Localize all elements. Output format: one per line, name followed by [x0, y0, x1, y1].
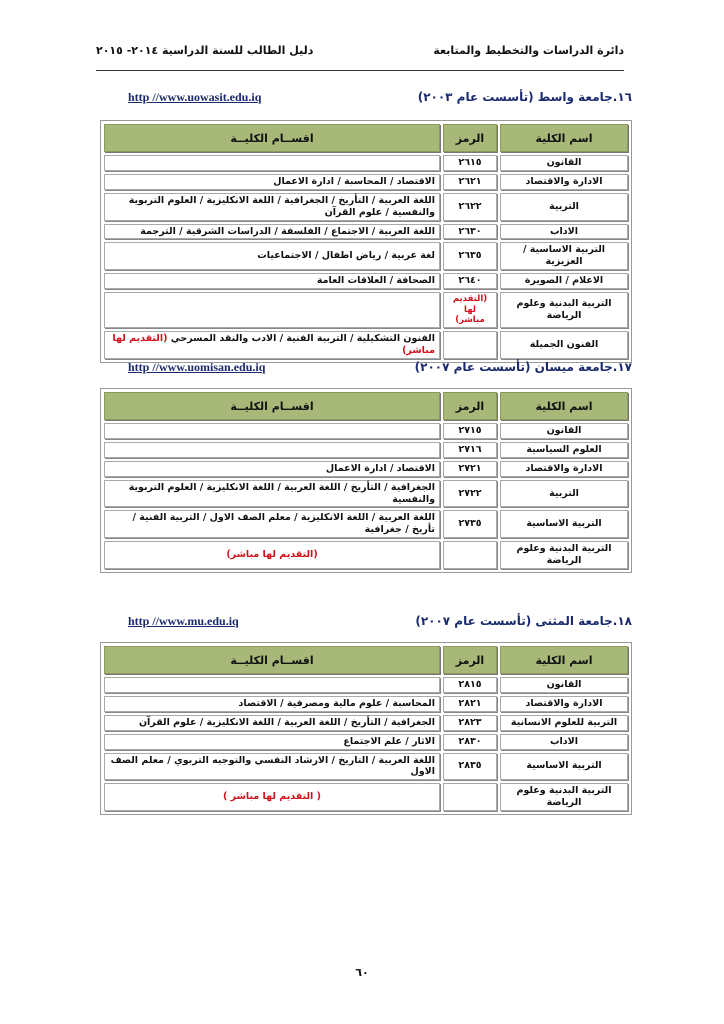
table-row [104, 331, 628, 359]
college-code: (التقديم لها مباشر) [443, 292, 497, 328]
table-row [104, 734, 628, 750]
college-code: ٢٧٢٢ [443, 480, 497, 508]
colleges-table [100, 642, 632, 815]
direct-admission-note: ( التقديم لها مباشر ) [223, 791, 321, 803]
college-name: التربية الاساسية [500, 753, 628, 781]
college-code: ٢٦٢٢ [443, 193, 497, 221]
college-code: ٢٦١٥ [443, 155, 497, 171]
departments-text: الصحافة / العلاقات العامة [316, 275, 435, 287]
table-row [104, 193, 628, 221]
departments-text: الاثار / علم الاجتماع [343, 735, 435, 747]
column-header-departments: اقســام الكليــة [104, 124, 440, 152]
college-departments [104, 734, 440, 750]
college-departments [104, 242, 440, 270]
colleges-table [100, 388, 632, 573]
college-code: ٢٨٣٥ [443, 753, 497, 781]
column-header-departments: اقســام الكليــة [104, 392, 440, 420]
college-code: ٢٧٣٥ [443, 510, 497, 538]
column-header-departments: اقســام الكليــة [104, 646, 440, 674]
table-header-row [104, 646, 628, 674]
college-departments [104, 292, 440, 328]
table-row [104, 273, 628, 289]
college-name: التربية للعلوم الانسانية [500, 715, 628, 731]
college-code: ٢٨٣٠ [443, 734, 497, 750]
departments-text: اللغة العربية / الاجتماع / الفلسفة / الدراسات الشرقية / الترجمة [140, 225, 435, 237]
table-row [104, 541, 628, 569]
college-code [443, 541, 497, 569]
table-row [104, 677, 628, 693]
university-link[interactable]: http //www.uowasit.edu.iq [128, 90, 262, 104]
college-departments [104, 155, 440, 171]
college-code: ٢٦٣٥ [443, 242, 497, 270]
section-title: ١٧.جامعة ميسان (تأسست عام ٢٠٠٧) [414, 360, 632, 374]
departments-text: لغة عربية / رياض اطفال / الاجتماعيات [257, 250, 435, 262]
column-header-code: الرمز [443, 124, 497, 152]
direct-admission-note: (التقديم لها مباشر) [112, 332, 435, 356]
table-row [104, 155, 628, 171]
college-name: الادارة والاقتصاد [500, 461, 628, 477]
table-row [104, 696, 628, 712]
departments-text: اللغة العربية / التاريخ / الارشاد النفسي والتوجيه التربوي / معلم الصف الاول [110, 754, 435, 778]
direct-admission-note: (التقديم لها مباشر) [226, 549, 318, 561]
column-header-college: اسم الكلية [500, 124, 628, 152]
header-department: دائرة الدراسات والتخطيط والمتابعة [433, 44, 624, 57]
college-name: الاداب [500, 224, 628, 240]
table-row [104, 292, 628, 328]
university-link[interactable]: http //www.uomisan.edu.iq [128, 360, 266, 374]
college-departments [104, 783, 440, 811]
table-row [104, 423, 628, 439]
college-code: ٢٨١٥ [443, 677, 497, 693]
section-title: ١٦.جامعة واسط (تأسست عام ٢٠٠٣) [417, 90, 632, 104]
college-name: الادارة والاقتصاد [500, 696, 628, 712]
departments-text: الاقتصاد / ادارة الاعمال [325, 462, 435, 474]
university-link[interactable]: http //www.mu.edu.iq [128, 614, 239, 628]
table-row [104, 480, 628, 508]
section-title: ١٨.جامعة المثنى (تأسست عام ٢٠٠٧) [415, 614, 632, 628]
college-name: القانون [500, 423, 628, 439]
table-header-row [104, 392, 628, 420]
college-departments [104, 193, 440, 221]
college-code: ٢٧١٦ [443, 442, 497, 458]
departments-text: الفنون التشكيلية / التربية الفنية / الادب والنقد المسرحي [170, 332, 435, 344]
college-departments [104, 480, 440, 508]
college-name: التربية البدنية وعلوم الرياضة [500, 292, 628, 328]
column-header-code: الرمز [443, 392, 497, 420]
college-departments [104, 510, 440, 538]
college-code: ٢٧٢١ [443, 461, 497, 477]
departments-text: اللغة العربية / التأريخ / الجغرافية / اللغة الانكليزية / العلوم التربوية والنفسية / علوم القرآن [128, 194, 435, 218]
table-row [104, 783, 628, 811]
departments-text: الاقتصاد / المحاسبة / ادارة الاعمال [273, 175, 435, 187]
college-departments [104, 423, 440, 439]
table-row [104, 242, 628, 270]
table-row [104, 715, 628, 731]
college-name: الفنون الجميلة [500, 331, 628, 359]
page-header [96, 40, 624, 71]
college-departments [104, 696, 440, 712]
college-code: ٢٦٣٠ [443, 224, 497, 240]
table-row [104, 442, 628, 458]
college-name: الاعلام / الصويرة [500, 273, 628, 289]
college-name: التربية [500, 193, 628, 221]
college-code: ٢٦٤٠ [443, 273, 497, 289]
departments-text: الجغرافية / التأريخ / اللغة العربية / اللغة الانكليزية / علوم القرآن [138, 716, 435, 728]
college-departments [104, 224, 440, 240]
college-departments [104, 753, 440, 781]
header-guide-title: دليل الطالب للسنة الدراسية ٢٠١٤- ٢٠١٥ [96, 44, 314, 57]
college-departments [104, 331, 440, 359]
college-departments [104, 677, 440, 693]
table-row [104, 753, 628, 781]
college-code [443, 331, 497, 359]
departments-text: الجغرافية / التأريخ / اللغة العربية / اللغة الانكليزية / العلوم التربوية والنفسية [128, 481, 435, 505]
college-name: القانون [500, 155, 628, 171]
college-departments [104, 461, 440, 477]
college-name: التربية الاساسية / العزيزية [500, 242, 628, 270]
table-row [104, 174, 628, 190]
college-name: الادارة والاقتصاد [500, 174, 628, 190]
college-name: التربية [500, 480, 628, 508]
college-name: العلوم السياسية [500, 442, 628, 458]
column-header-code: الرمز [443, 646, 497, 674]
departments-text: المحاسبة / علوم مالية ومصرفية / الاقتصاد [238, 697, 435, 709]
college-departments [104, 715, 440, 731]
column-header-college: اسم الكلية [500, 646, 628, 674]
college-name: الاداب [500, 734, 628, 750]
college-departments [104, 442, 440, 458]
table-row [104, 224, 628, 240]
table-row [104, 461, 628, 477]
college-name: القانون [500, 677, 628, 693]
college-departments [104, 174, 440, 190]
college-name: التربية الاساسية [500, 510, 628, 538]
college-name: التربية البدنية وعلوم الرياضة [500, 541, 628, 569]
college-departments [104, 273, 440, 289]
column-header-college: اسم الكلية [500, 392, 628, 420]
college-departments [104, 541, 440, 569]
college-code: ٢٨٢١ [443, 696, 497, 712]
table-header-row [104, 124, 628, 152]
college-name: التربية البدنية وعلوم الرياضة [500, 783, 628, 811]
college-code: ٢٦٢١ [443, 174, 497, 190]
college-code: ٢٧١٥ [443, 423, 497, 439]
colleges-table [100, 120, 632, 363]
college-code: ٢٨٢٣ [443, 715, 497, 731]
table-row [104, 510, 628, 538]
page-number: ٦٠ [355, 966, 369, 979]
college-code [443, 783, 497, 811]
departments-text: اللغة العربية / اللغة الانكليزية / معلم الصف الاول / التربية الفنية / تأريخ / جغرافية [132, 512, 435, 536]
